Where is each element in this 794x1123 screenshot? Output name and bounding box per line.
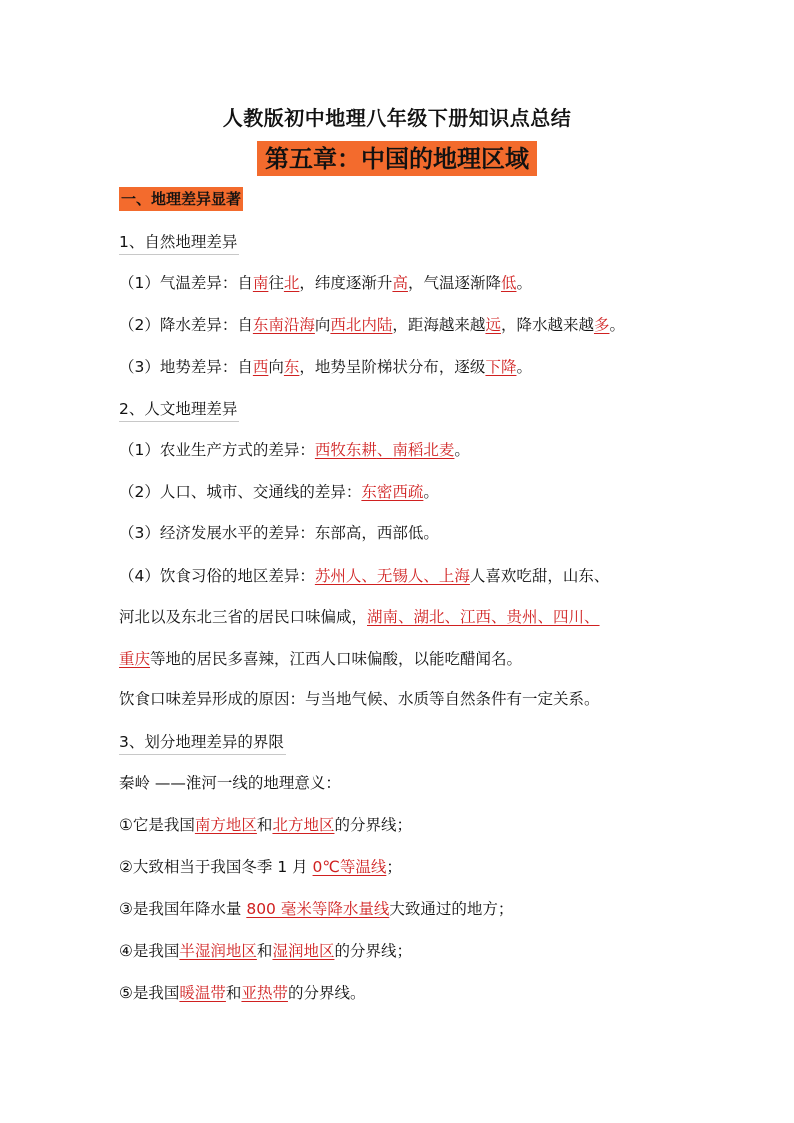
precipitation-difference-line: （2）降水差异：自东南沿海向西北内陆，距海越来越远，降水越来越多。 [119, 316, 625, 334]
subheading-boundary: 3、划分地理差异的界限 [119, 730, 286, 755]
subheading-human: 2、人文地理差异 [119, 397, 239, 422]
boundary-point-1: ①它是我国南方地区和北方地区的分界线； [119, 816, 412, 834]
section-heading: 一、地理差异显著 [119, 187, 243, 211]
chapter-heading: 第五章：中国的地理区域 [257, 141, 537, 176]
agriculture-difference-line: （1）农业生产方式的差异：西牧东耕、南稻北麦。 [119, 441, 470, 459]
temperature-difference-line: （1）气温差异：自南往北，纬度逐渐升高，气温逐渐降低。 [119, 274, 532, 292]
qinling-intro-line: 秦岭 ——淮河一线的地理意义： [119, 774, 341, 792]
food-reason-line: 饮食口味差异形成的原因：与当地气候、水质等自然条件有一定关系。 [119, 690, 600, 708]
boundary-point-2: ②大致相当于我国冬季 1 月 0℃等温线； [119, 858, 402, 876]
boundary-point-5: ⑤是我国暖温带和亚热带的分界线。 [119, 984, 366, 1002]
food-difference-line-1: （4）饮食习俗的地区差异：苏州人、无锡人、上海人喜欢吃甜，山东、 [119, 567, 610, 585]
economy-difference-line: （3）经济发展水平的差异：东部高，西部低。 [119, 524, 439, 542]
document-title: 人教版初中地理八年级下册知识点总结 [222, 106, 572, 130]
boundary-point-4: ④是我国半湿润地区和湿润地区的分界线； [119, 942, 412, 960]
boundary-point-3: ③是我国年降水量 800 毫米等降水量线大致通过的地方； [119, 900, 514, 918]
subheading-natural: 1、自然地理差异 [119, 230, 239, 255]
terrain-difference-line: （3）地势差异：自西向东，地势呈阶梯状分布，逐级下降。 [119, 358, 532, 376]
population-difference-line: （2）人口、城市、交通线的差异：东密西疏。 [119, 483, 439, 501]
food-difference-line-3: 重庆等地的居民多喜辣，江西人口味偏酸，以能吃醋闻名。 [119, 650, 523, 668]
food-difference-line-2: 河北以及东北三省的居民口味偏咸，湖南、湖北、江西、贵州、四川、 [119, 608, 600, 626]
